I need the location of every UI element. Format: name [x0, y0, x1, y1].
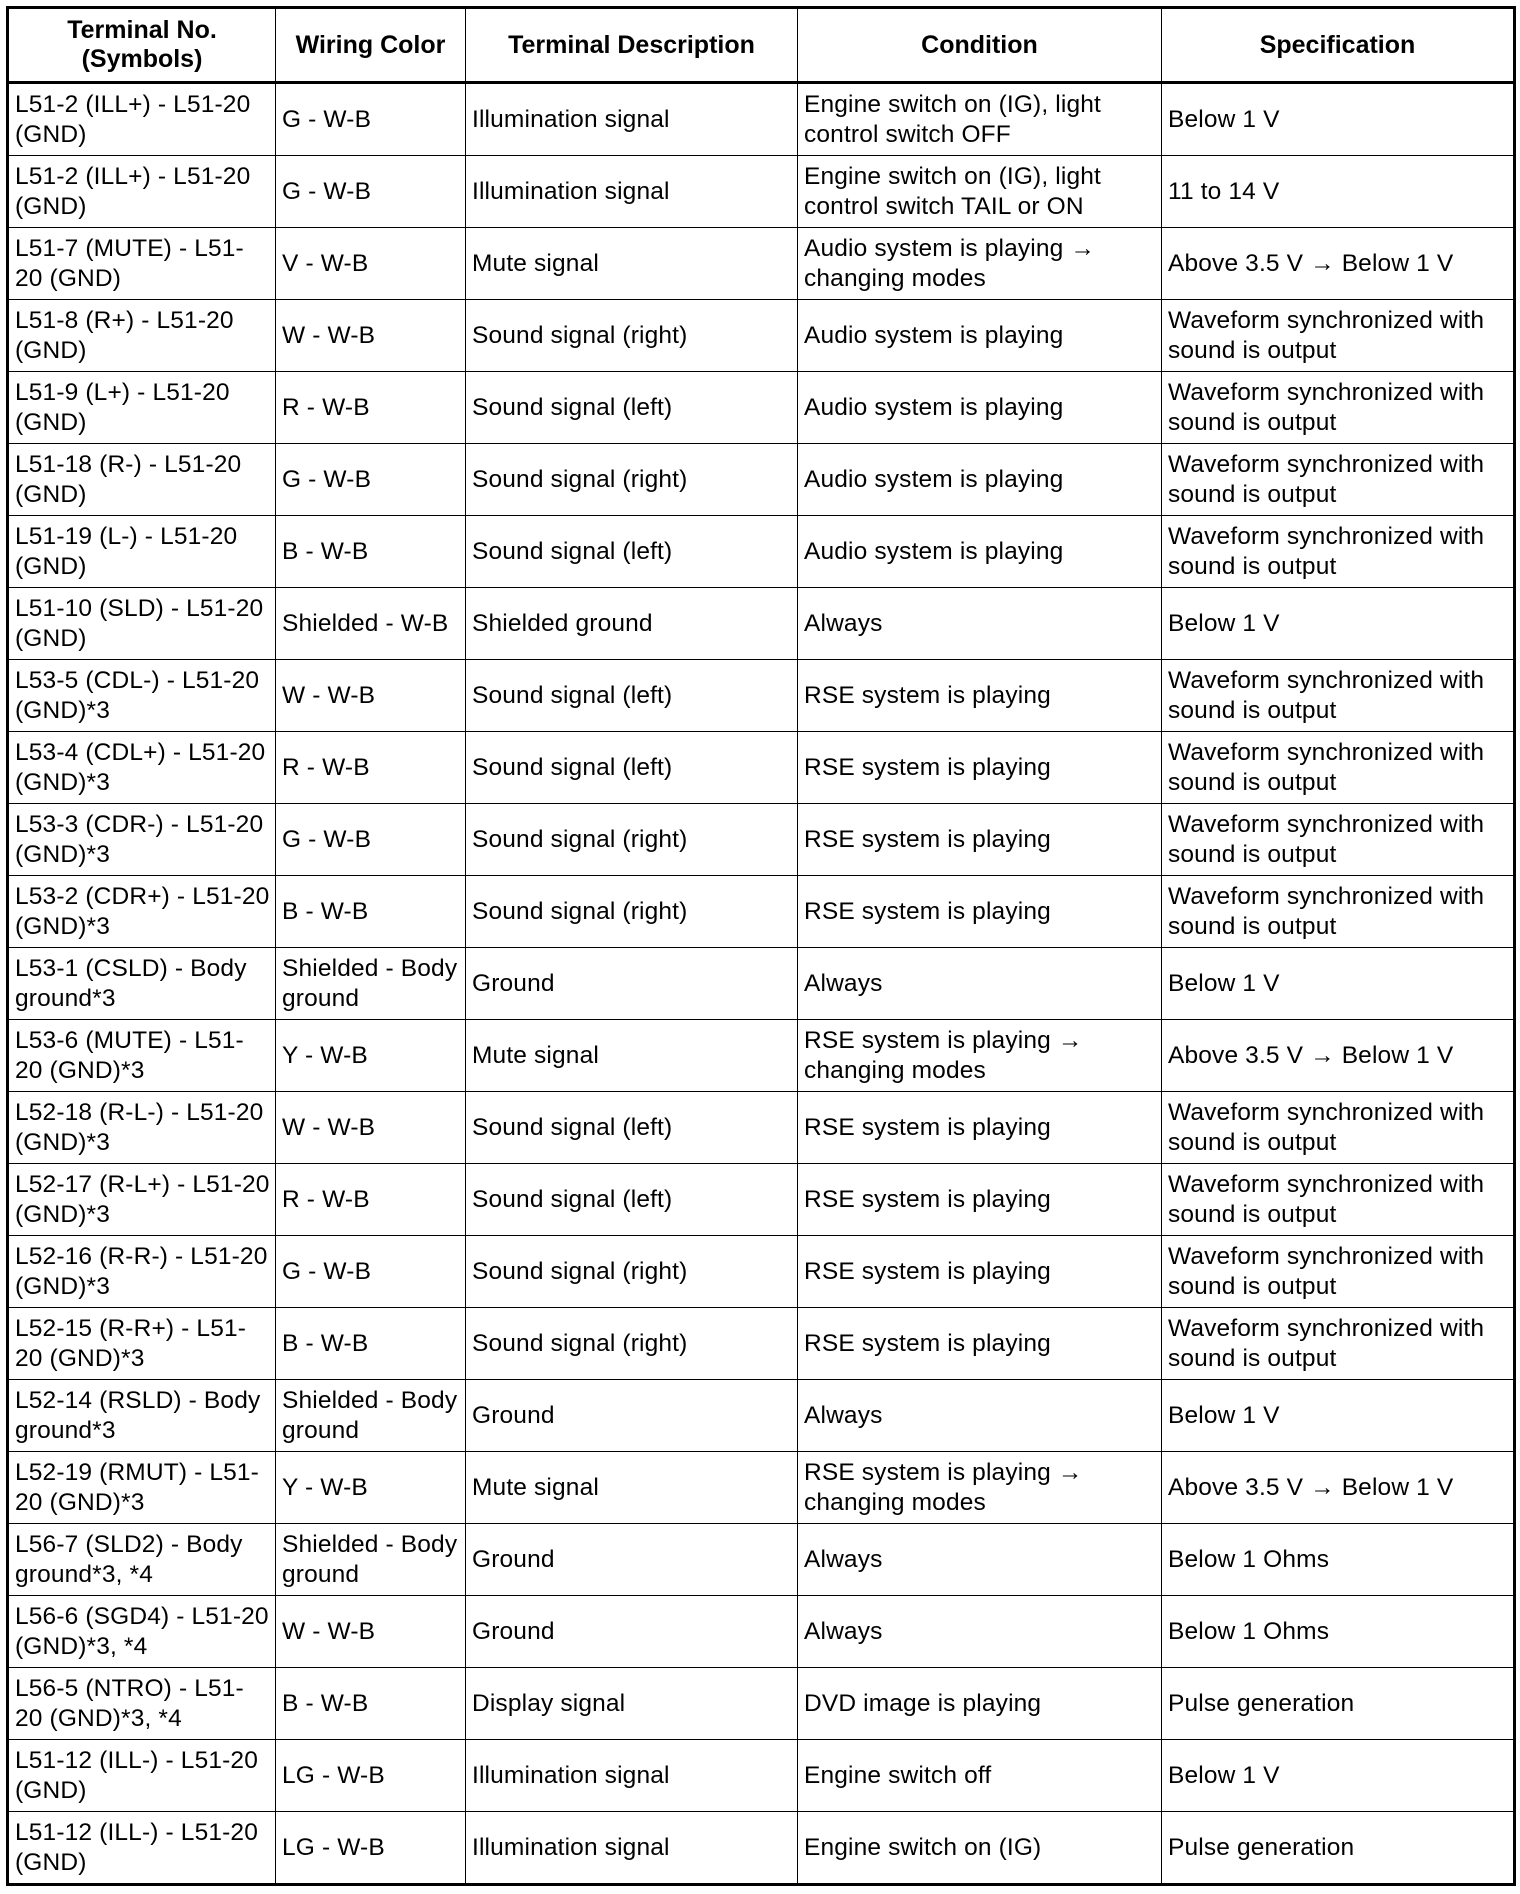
cell-terminal-description: Ground	[466, 1524, 798, 1596]
cell-terminal-no: L51-18 (R-) - L51-20 (GND)	[8, 444, 276, 516]
terminal-inspection-table	[6, 6, 1516, 1886]
cell-terminal-description: Sound signal (right)	[466, 1308, 798, 1380]
cell-wiring-color: R - W-B	[276, 732, 466, 804]
cell-terminal-no: L51-19 (L-) - L51-20 (GND)	[8, 516, 276, 588]
cell-terminal-description: Illumination signal	[466, 1740, 798, 1812]
table-row	[8, 948, 1515, 1020]
cell-wiring-color: R - W-B	[276, 1164, 466, 1236]
cell-terminal-description: Sound signal (left)	[466, 372, 798, 444]
cell-condition: RSE system is playing	[798, 876, 1162, 948]
cell-terminal-description: Ground	[466, 1380, 798, 1452]
cell-specification: Above 3.5 V → Below 1 V	[1162, 1452, 1515, 1524]
cell-terminal-no: L52-14 (RSLD) - Body ground*3	[8, 1380, 276, 1452]
cell-specification: Below 1 V	[1162, 588, 1515, 660]
cell-terminal-description: Mute signal	[466, 228, 798, 300]
cell-specification: Waveform synchronized with sound is output	[1162, 1164, 1515, 1236]
cell-terminal-description: Sound signal (left)	[466, 1164, 798, 1236]
cell-specification: Below 1 Ohms	[1162, 1596, 1515, 1668]
cell-condition: Engine switch on (IG)	[798, 1812, 1162, 1885]
table-row	[8, 660, 1515, 732]
cell-specification: Waveform synchronized with sound is output	[1162, 444, 1515, 516]
cell-condition: RSE system is playing	[798, 660, 1162, 732]
cell-condition: Always	[798, 1380, 1162, 1452]
table-row	[8, 1668, 1515, 1740]
cell-condition: Audio system is playing	[798, 516, 1162, 588]
header-terminal-no: Terminal No. (Symbols)	[8, 8, 276, 83]
table-row	[8, 516, 1515, 588]
cell-terminal-description: Illumination signal	[466, 1812, 798, 1885]
cell-terminal-no: L51-12 (ILL-) - L51-20 (GND)	[8, 1812, 276, 1885]
cell-wiring-color: LG - W-B	[276, 1740, 466, 1812]
cell-wiring-color: Shielded - Body ground	[276, 1524, 466, 1596]
table-row	[8, 1380, 1515, 1452]
cell-terminal-no: L52-18 (R-L-) - L51-20 (GND)*3	[8, 1092, 276, 1164]
cell-condition: RSE system is playing → changing modes	[798, 1020, 1162, 1092]
cell-terminal-no: L53-2 (CDR+) - L51-20 (GND)*3	[8, 876, 276, 948]
table-row	[8, 83, 1515, 156]
cell-terminal-no: L53-5 (CDL-) - L51-20 (GND)*3	[8, 660, 276, 732]
cell-terminal-description: Sound signal (right)	[466, 876, 798, 948]
cell-specification: Waveform synchronized with sound is output	[1162, 372, 1515, 444]
cell-terminal-description: Illumination signal	[466, 156, 798, 228]
cell-specification: Below 1 Ohms	[1162, 1524, 1515, 1596]
cell-specification: Pulse generation	[1162, 1668, 1515, 1740]
cell-terminal-no: L56-5 (NTRO) - L51-20 (GND)*3, *4	[8, 1668, 276, 1740]
cell-condition: Always	[798, 1524, 1162, 1596]
cell-condition: Audio system is playing → changing modes	[798, 228, 1162, 300]
cell-wiring-color: Shielded - Body ground	[276, 1380, 466, 1452]
cell-terminal-no: L52-16 (R-R-) - L51-20 (GND)*3	[8, 1236, 276, 1308]
cell-condition: Audio system is playing	[798, 372, 1162, 444]
cell-specification: Below 1 V	[1162, 948, 1515, 1020]
table-row	[8, 804, 1515, 876]
cell-terminal-no: L51-12 (ILL-) - L51-20 (GND)	[8, 1740, 276, 1812]
cell-terminal-description: Ground	[466, 1596, 798, 1668]
cell-condition: Always	[798, 588, 1162, 660]
table-header-row	[8, 8, 1515, 83]
cell-terminal-description: Display signal	[466, 1668, 798, 1740]
cell-condition: RSE system is playing	[798, 804, 1162, 876]
table-row	[8, 300, 1515, 372]
cell-wiring-color: W - W-B	[276, 1596, 466, 1668]
cell-terminal-no: L51-2 (ILL+) - L51-20 (GND)	[8, 156, 276, 228]
cell-terminal-description: Sound signal (left)	[466, 732, 798, 804]
cell-wiring-color: G - W-B	[276, 444, 466, 516]
cell-condition: Audio system is playing	[798, 300, 1162, 372]
cell-terminal-description: Shielded ground	[466, 588, 798, 660]
table-row	[8, 1596, 1515, 1668]
cell-wiring-color: G - W-B	[276, 804, 466, 876]
cell-condition: Always	[798, 948, 1162, 1020]
cell-wiring-color: B - W-B	[276, 1668, 466, 1740]
table-row	[8, 372, 1515, 444]
header-specification: Specification	[1162, 8, 1515, 83]
cell-terminal-description: Mute signal	[466, 1452, 798, 1524]
cell-specification: Waveform synchronized with sound is output	[1162, 804, 1515, 876]
cell-wiring-color: G - W-B	[276, 83, 466, 156]
cell-wiring-color: W - W-B	[276, 300, 466, 372]
cell-wiring-color: LG - W-B	[276, 1812, 466, 1885]
cell-wiring-color: Shielded - Body ground	[276, 948, 466, 1020]
cell-terminal-no: L52-19 (RMUT) - L51-20 (GND)*3	[8, 1452, 276, 1524]
cell-terminal-no: L52-17 (R-L+) - L51-20 (GND)*3	[8, 1164, 276, 1236]
table-row	[8, 1020, 1515, 1092]
table-row	[8, 228, 1515, 300]
cell-condition: RSE system is playing	[798, 1164, 1162, 1236]
cell-terminal-no: L56-6 (SGD4) - L51-20 (GND)*3, *4	[8, 1596, 276, 1668]
table-body	[8, 83, 1515, 1885]
cell-terminal-no: L51-7 (MUTE) - L51-20 (GND)	[8, 228, 276, 300]
cell-terminal-no: L51-2 (ILL+) - L51-20 (GND)	[8, 83, 276, 156]
cell-terminal-description: Sound signal (right)	[466, 804, 798, 876]
cell-terminal-no: L53-6 (MUTE) - L51-20 (GND)*3	[8, 1020, 276, 1092]
cell-wiring-color: V - W-B	[276, 228, 466, 300]
cell-specification: Waveform synchronized with sound is output	[1162, 516, 1515, 588]
cell-terminal-description: Sound signal (right)	[466, 300, 798, 372]
cell-condition: Engine switch off	[798, 1740, 1162, 1812]
cell-specification: Pulse generation	[1162, 1812, 1515, 1885]
cell-terminal-description: Sound signal (right)	[466, 444, 798, 516]
cell-condition: DVD image is playing	[798, 1668, 1162, 1740]
cell-specification: Below 1 V	[1162, 1380, 1515, 1452]
table-row	[8, 588, 1515, 660]
table-row	[8, 1092, 1515, 1164]
cell-wiring-color: B - W-B	[276, 1308, 466, 1380]
table-row	[8, 1812, 1515, 1885]
cell-condition: RSE system is playing → changing modes	[798, 1452, 1162, 1524]
cell-terminal-description: Sound signal (left)	[466, 1092, 798, 1164]
table-row	[8, 1524, 1515, 1596]
cell-terminal-description: Illumination signal	[466, 83, 798, 156]
cell-wiring-color: Y - W-B	[276, 1452, 466, 1524]
cell-specification: Below 1 V	[1162, 1740, 1515, 1812]
cell-terminal-no: L53-1 (CSLD) - Body ground*3	[8, 948, 276, 1020]
cell-wiring-color: R - W-B	[276, 372, 466, 444]
cell-wiring-color: G - W-B	[276, 1236, 466, 1308]
cell-wiring-color: B - W-B	[276, 876, 466, 948]
cell-terminal-no: L52-15 (R-R+) - L51-20 (GND)*3	[8, 1308, 276, 1380]
cell-specification: 11 to 14 V	[1162, 156, 1515, 228]
cell-terminal-description: Mute signal	[466, 1020, 798, 1092]
header-condition: Condition	[798, 8, 1162, 83]
cell-specification: Waveform synchronized with sound is output	[1162, 1236, 1515, 1308]
table-row	[8, 1308, 1515, 1380]
cell-wiring-color: Y - W-B	[276, 1020, 466, 1092]
table-row	[8, 1164, 1515, 1236]
cell-specification: Waveform synchronized with sound is output	[1162, 876, 1515, 948]
cell-terminal-no: L51-10 (SLD) - L51-20 (GND)	[8, 588, 276, 660]
cell-terminal-description: Sound signal (left)	[466, 660, 798, 732]
cell-wiring-color: B - W-B	[276, 516, 466, 588]
cell-specification: Waveform synchronized with sound is output	[1162, 1092, 1515, 1164]
cell-specification: Waveform synchronized with sound is output	[1162, 300, 1515, 372]
cell-condition: RSE system is playing	[798, 1236, 1162, 1308]
table-row	[8, 876, 1515, 948]
table-row	[8, 732, 1515, 804]
table-row	[8, 156, 1515, 228]
cell-terminal-description: Ground	[466, 948, 798, 1020]
cell-specification: Waveform synchronized with sound is output	[1162, 660, 1515, 732]
cell-condition: Engine switch on (IG), light control switch OFF	[798, 83, 1162, 156]
table-row	[8, 444, 1515, 516]
cell-wiring-color: G - W-B	[276, 156, 466, 228]
table-row	[8, 1236, 1515, 1308]
cell-condition: RSE system is playing	[798, 1092, 1162, 1164]
cell-specification: Above 3.5 V → Below 1 V	[1162, 228, 1515, 300]
cell-terminal-description: Sound signal (right)	[466, 1236, 798, 1308]
cell-condition: Engine switch on (IG), light control switch TAIL or ON	[798, 156, 1162, 228]
cell-terminal-description: Sound signal (left)	[466, 516, 798, 588]
cell-terminal-no: L53-3 (CDR-) - L51-20 (GND)*3	[8, 804, 276, 876]
cell-specification: Above 3.5 V → Below 1 V	[1162, 1020, 1515, 1092]
table-row	[8, 1740, 1515, 1812]
header-terminal-description: Terminal Description	[466, 8, 798, 83]
cell-terminal-no: L51-8 (R+) - L51-20 (GND)	[8, 300, 276, 372]
cell-specification: Waveform synchronized with sound is output	[1162, 1308, 1515, 1380]
cell-condition: RSE system is playing	[798, 732, 1162, 804]
cell-terminal-no: L56-7 (SLD2) - Body ground*3, *4	[8, 1524, 276, 1596]
cell-wiring-color: Shielded - W-B	[276, 588, 466, 660]
header-wiring-color: Wiring Color	[276, 8, 466, 83]
cell-specification: Below 1 V	[1162, 83, 1515, 156]
cell-condition: Always	[798, 1596, 1162, 1668]
cell-condition: Audio system is playing	[798, 444, 1162, 516]
cell-terminal-no: L51-9 (L+) - L51-20 (GND)	[8, 372, 276, 444]
cell-condition: RSE system is playing	[798, 1308, 1162, 1380]
cell-specification: Waveform synchronized with sound is output	[1162, 732, 1515, 804]
cell-wiring-color: W - W-B	[276, 660, 466, 732]
cell-wiring-color: W - W-B	[276, 1092, 466, 1164]
table-row	[8, 1452, 1515, 1524]
cell-terminal-no: L53-4 (CDL+) - L51-20 (GND)*3	[8, 732, 276, 804]
